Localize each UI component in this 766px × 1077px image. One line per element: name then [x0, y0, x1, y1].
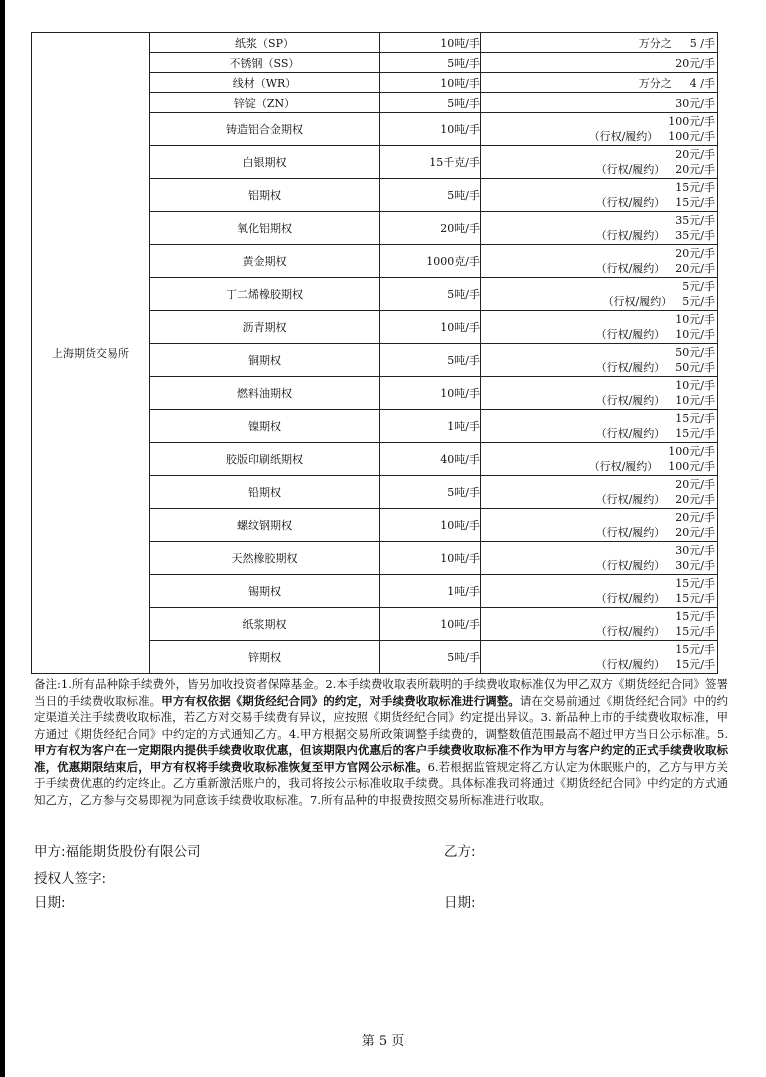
exercise-label: （行权/履约）	[595, 559, 666, 572]
exercise-label: （行权/履约）	[595, 328, 666, 341]
unit-cell: 10吨/手	[380, 509, 481, 542]
fee-cell	[481, 113, 718, 146]
product-cell: 螺纹钢期权	[150, 509, 380, 542]
exercise-fee: 20元/手	[675, 526, 715, 539]
exercise-fee: 10元/手	[675, 394, 715, 407]
open-fee: 15元/手	[675, 412, 715, 425]
fee-cell	[481, 476, 718, 509]
product-cell: 铸造铝合金期权	[150, 113, 380, 146]
unit-cell: 10吨/手	[380, 73, 481, 93]
exercise-label: （行权/履约）	[595, 394, 666, 407]
product-cell: 镍期权	[150, 410, 380, 443]
exercise-fee: 5元/手	[682, 295, 715, 308]
open-fee: 15元/手	[675, 643, 715, 656]
open-fee: 15元/手	[675, 610, 715, 623]
open-fee: 5元/手	[682, 280, 715, 293]
product-cell: 沥青期权	[150, 311, 380, 344]
exercise-label: （行权/履约）	[595, 163, 666, 176]
fee-value: 5 /手	[689, 36, 715, 50]
table-row	[32, 33, 718, 53]
exercise-label: （行权/履约）	[588, 460, 659, 473]
product-cell: 氧化铝期权	[150, 212, 380, 245]
fee-value: 30元/手	[675, 96, 715, 110]
unit-cell: 5吨/手	[380, 278, 481, 311]
product-cell: 丁二烯橡胶期权	[150, 278, 380, 311]
product-cell: 燃料油期权	[150, 377, 380, 410]
product-cell: 铝期权	[150, 179, 380, 212]
product-cell: 锌期权	[150, 641, 380, 674]
exercise-fee: 15元/手	[675, 592, 715, 605]
unit-cell: 10吨/手	[380, 542, 481, 575]
unit-cell: 5吨/手	[380, 476, 481, 509]
exchange-cell: 上海期货交易所	[32, 33, 150, 674]
notes-text-3: 6.若根据监管规定将乙方认定为休眠账户的，乙方与甲方关于手续费优惠的约定终止。乙方重新激活账户的，我司将按公示标准收取手续费。具体标准我司将通过《期货经纪合同》中约定的方式通知乙方，乙方参与交易即视为同意该手续费收取标准。7.所有品种的申报费按照交易所标准进行收取。	[34, 759, 728, 807]
open-fee: 10元/手	[675, 379, 715, 392]
fee-cell	[481, 443, 718, 476]
unit-cell: 10吨/手	[380, 311, 481, 344]
exercise-fee: 30元/手	[675, 559, 715, 572]
open-fee: 10元/手	[675, 313, 715, 326]
open-fee: 15元/手	[675, 181, 715, 194]
page-number: 第 5 页	[361, 1034, 405, 1049]
exercise-fee: 100元/手	[668, 130, 715, 143]
exercise-label: （行权/履约）	[595, 229, 666, 242]
fee-value: 4 /手	[689, 76, 715, 90]
exercise-label: （行权/履约）	[595, 262, 666, 275]
party-b-label: 乙方:	[444, 844, 476, 860]
exercise-label: （行权/履约）	[595, 196, 666, 209]
exercise-fee: 100元/手	[668, 460, 715, 473]
exercise-fee: 20元/手	[675, 262, 715, 275]
unit-cell: 10吨/手	[380, 33, 481, 53]
fee-cell	[481, 179, 718, 212]
exercise-fee: 10元/手	[675, 328, 715, 341]
product-cell: 天然橡胶期权	[150, 542, 380, 575]
notes-bold-2: 甲方有权为客户在一定期限内提供手续费收取优惠，但该期限内优惠后的客户手续费收取标准不作为甲方与客户约定的正式手续费收取标准，优惠期限结束后，甲方有权将手续费收取标准恢复至甲方官网公示标准。	[34, 743, 728, 774]
date-b-label: 日期:	[444, 895, 476, 911]
product-cell: 铜期权	[150, 344, 380, 377]
unit-cell: 5吨/手	[380, 344, 481, 377]
unit-cell: 20吨/手	[380, 212, 481, 245]
fee-prefix: 万分之	[638, 76, 672, 90]
unit-cell: 1吨/手	[380, 410, 481, 443]
fee-cell	[481, 311, 718, 344]
open-fee: 100元/手	[668, 445, 715, 458]
fee-cell	[481, 73, 718, 93]
open-fee: 20元/手	[675, 247, 715, 260]
product-cell: 白银期权	[150, 146, 380, 179]
fee-cell	[481, 509, 718, 542]
exercise-fee: 15元/手	[675, 658, 715, 671]
notes-text-1: 备注:1.所有品种除手续费外，皆另加收投资者保障基金。2.本手续费收取表所载明的手续费收取标准仅为甲乙双方《期货经纪合同》签署当日的手续费收取标准。	[34, 677, 728, 708]
exercise-label: （行权/履约）	[588, 130, 659, 143]
fee-cell	[481, 212, 718, 245]
open-fee: 100元/手	[668, 115, 715, 128]
exercise-fee: 35元/手	[675, 229, 715, 242]
exercise-label: （行权/履约）	[595, 625, 666, 638]
fee-cell	[481, 344, 718, 377]
product-cell: 锌锭（ZN）	[150, 93, 380, 113]
notes-block	[34, 676, 728, 808]
exercise-label: （行权/履约）	[595, 427, 666, 440]
exercise-fee: 15元/手	[675, 427, 715, 440]
unit-cell: 10吨/手	[380, 113, 481, 146]
product-cell: 锡期权	[150, 575, 380, 608]
unit-cell: 1000克/手	[380, 245, 481, 278]
authorized-signature-label: 授权人签字:	[34, 871, 107, 887]
open-fee: 20元/手	[675, 148, 715, 161]
unit-cell: 1吨/手	[380, 575, 481, 608]
unit-cell: 15千克/手	[380, 146, 481, 179]
open-fee: 20元/手	[675, 478, 715, 491]
page-left-border	[0, 0, 5, 1077]
unit-cell: 10吨/手	[380, 377, 481, 410]
unit-cell: 40吨/手	[380, 443, 481, 476]
open-fee: 20元/手	[675, 511, 715, 524]
notes-paragraph	[34, 676, 728, 808]
fee-cell	[481, 608, 718, 641]
product-cell: 线材（WR）	[150, 73, 380, 93]
exercise-label: （行权/履约）	[602, 295, 673, 308]
fee-cell	[481, 33, 718, 53]
product-cell: 铅期权	[150, 476, 380, 509]
unit-cell: 5吨/手	[380, 641, 481, 674]
fee-cell	[481, 53, 718, 73]
product-cell: 黄金期权	[150, 245, 380, 278]
exercise-label: （行权/履约）	[595, 526, 666, 539]
fee-cell	[481, 377, 718, 410]
fee-cell	[481, 245, 718, 278]
unit-cell: 5吨/手	[380, 93, 481, 113]
unit-cell: 5吨/手	[380, 53, 481, 73]
fee-cell	[481, 575, 718, 608]
unit-cell: 10吨/手	[380, 608, 481, 641]
exercise-fee: 15元/手	[675, 196, 715, 209]
product-cell: 纸浆（SP）	[150, 33, 380, 53]
fee-cell	[481, 93, 718, 113]
exercise-label: （行权/履约）	[595, 361, 666, 374]
notes-bold-1: 甲方有权依据《期货经纪合同》的约定，对手续费收取标准进行调整。	[161, 693, 520, 708]
product-cell: 胶版印刷纸期权	[150, 443, 380, 476]
exercise-label: （行权/履约）	[595, 592, 666, 605]
open-fee: 30元/手	[675, 544, 715, 557]
open-fee: 15元/手	[675, 577, 715, 590]
notes-text-2: 请在交易前通过《期货经纪合同》中的约定渠道关注手续费收取标准，若乙方对交易手续费有异议，应按照《期货经纪合同》约定提出异议。3. 新品种上市的手续费收取标准，甲方通过《期货经纪合同》中约定的方式通知乙方。4.甲方根据交易所政策调整手续费的，调整数值范围最高不超过甲方当日公示标准。5.	[34, 693, 729, 741]
fee-cell	[481, 542, 718, 575]
open-fee: 50元/手	[675, 346, 715, 359]
date-a-label: 日期:	[34, 895, 66, 911]
party-a-label: 甲方:福能期货股份有限公司	[34, 844, 201, 860]
product-cell: 不锈钢（SS）	[150, 53, 380, 73]
fee-value: 20元/手	[675, 56, 715, 70]
exercise-fee: 20元/手	[675, 493, 715, 506]
fee-table	[31, 32, 718, 674]
exercise-label: （行权/履约）	[595, 493, 666, 506]
fee-cell	[481, 410, 718, 443]
exercise-fee: 50元/手	[675, 361, 715, 374]
product-cell: 纸浆期权	[150, 608, 380, 641]
exercise-label: （行权/履约）	[595, 658, 666, 671]
fee-cell	[481, 146, 718, 179]
fee-cell	[481, 641, 718, 674]
exercise-fee: 20元/手	[675, 163, 715, 176]
unit-cell: 5吨/手	[380, 179, 481, 212]
exercise-fee: 15元/手	[675, 625, 715, 638]
fee-prefix: 万分之	[638, 36, 672, 50]
open-fee: 35元/手	[675, 214, 715, 227]
fee-cell	[481, 278, 718, 311]
